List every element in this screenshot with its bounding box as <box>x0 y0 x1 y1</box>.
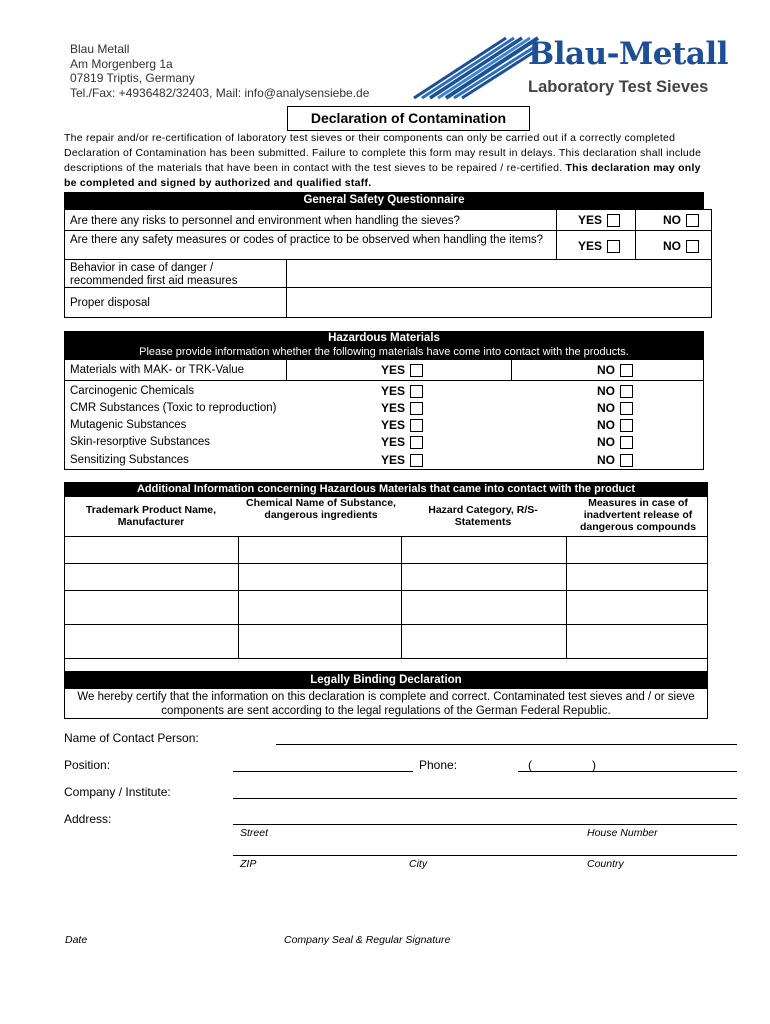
hazard-row-label: Skin-resorptive Substances <box>70 436 210 448</box>
hazard-row <box>64 383 704 400</box>
divider <box>64 624 708 625</box>
checkbox[interactable] <box>686 214 699 227</box>
hazard-yes[interactable] <box>381 434 423 451</box>
country-caption: Country <box>587 858 624 870</box>
additional-col4-header: Measures in case of inadvertent release of dangerous compounds <box>579 497 697 533</box>
yes-label: YES <box>381 363 406 377</box>
divider <box>64 563 708 564</box>
safety-q1-no[interactable] <box>663 213 699 227</box>
signature-caption: Company Seal & Regular Signature <box>284 934 451 946</box>
checkbox[interactable] <box>410 454 423 467</box>
checkbox[interactable] <box>410 402 423 415</box>
company-field[interactable] <box>233 798 737 799</box>
yes-label: YES <box>381 384 406 398</box>
checkbox[interactable] <box>410 385 423 398</box>
address-label: Address: <box>64 812 112 826</box>
no-label: NO <box>663 239 681 253</box>
phone-paren-open: ( <box>528 758 532 772</box>
hazard-row <box>64 417 704 434</box>
hazard-yes[interactable] <box>381 362 423 379</box>
position-label: Position: <box>64 758 111 772</box>
phone-field[interactable] <box>518 771 737 772</box>
hazard-subtitle: Please provide information whether the following materials have come into contact with the products. <box>139 346 629 358</box>
contact-field[interactable] <box>276 744 737 745</box>
checkbox[interactable] <box>620 364 633 377</box>
checkbox[interactable] <box>620 436 633 449</box>
street-caption: Street <box>240 827 269 839</box>
hazard-no[interactable] <box>597 434 633 451</box>
safety-q2-no[interactable] <box>663 239 699 253</box>
hazard-no[interactable] <box>597 400 633 417</box>
phone-label: Phone: <box>419 758 458 772</box>
zip-caption: ZIP <box>240 858 257 870</box>
divider <box>64 658 708 659</box>
safety-q1: Are there any risks to personnel and environment when handling the sieves? <box>64 209 557 231</box>
no-label: NO <box>597 435 615 449</box>
intro-bold-text: This declaration may only be completed and signed by authorized and qualified staff. <box>64 162 701 189</box>
divider <box>401 536 402 659</box>
hazard-no[interactable] <box>597 417 633 434</box>
checkbox[interactable] <box>410 436 423 449</box>
hazard-row <box>64 452 704 469</box>
hazard-yes[interactable] <box>381 452 423 469</box>
checkbox[interactable] <box>620 419 633 432</box>
hazard-heading <box>64 331 704 359</box>
additional-col2-header: Chemical Name of Substance, dangerous ingredients <box>246 497 396 521</box>
additional-heading: Additional Information concerning Hazardous Materials that came into contact with the product <box>64 482 708 496</box>
no-label: NO <box>597 401 615 415</box>
yes-label: YES <box>381 401 406 415</box>
no-label: NO <box>597 418 615 432</box>
address-line: 07819 Triptis, Germany <box>70 71 195 85</box>
hazard-no[interactable] <box>597 452 633 469</box>
brand-name: Blau-Metall <box>528 36 728 72</box>
intro-text: The repair and/or re-certification of laboratory test sieves or their components can only be carried out if a correctly completed Declaration of Contamination has been submitted. Failure to complete this form may result in delays. This declaration shall include descriptions of the materials that have been in contact with the test sieves to be repaired / re-certified. <box>64 132 702 174</box>
hazard-row-label: CMR Substances (Toxic to reproduction) <box>70 402 277 414</box>
additional-col3-header: Hazard Category, R/S-Statements <box>428 504 538 528</box>
hazard-title: Hazardous Materials <box>328 332 440 344</box>
hazard-row <box>64 400 704 417</box>
hazard-row-label: Mutagenic Substances <box>70 419 187 431</box>
hazard-no[interactable] <box>597 362 633 379</box>
legal-text: We hereby certify that the information on this declaration is complete and correct. Contaminated test sieves and / or sieve components are sent according to the legal regulations of the German Federal Republic. <box>64 688 708 719</box>
address-line: Blau Metall <box>70 42 130 56</box>
additional-col1-header: Trademark Product Name, Manufacturer <box>85 504 217 528</box>
checkbox[interactable] <box>410 419 423 432</box>
page-title: Declaration of Contamination <box>287 106 530 131</box>
hazard-row <box>64 434 704 451</box>
yes-label: YES <box>381 453 406 467</box>
brand-tagline: Laboratory Test Sieves <box>528 78 709 96</box>
safety-q1-yes[interactable] <box>578 213 620 227</box>
hazard-row-label: Carcinogenic Chemicals <box>70 385 194 397</box>
yes-label: YES <box>578 239 603 253</box>
hazard-row-label: Materials with MAK- or TRK-Value <box>70 364 245 376</box>
no-label: NO <box>663 213 681 227</box>
checkbox[interactable] <box>607 214 620 227</box>
hazard-yes[interactable] <box>381 400 423 417</box>
checkbox[interactable] <box>410 364 423 377</box>
safety-q4-answer[interactable] <box>286 287 712 318</box>
address-line: Tel./Fax: +4936482/32403, Mail: info@analysensiebe.de <box>70 85 370 100</box>
safety-heading: General Safety Questionnaire <box>64 192 704 209</box>
zip-city-country-field[interactable] <box>233 855 737 856</box>
no-label: NO <box>597 453 615 467</box>
hazard-no[interactable] <box>597 383 633 400</box>
yes-label: YES <box>381 435 406 449</box>
divider <box>64 380 704 381</box>
date-caption: Date <box>65 934 88 946</box>
checkbox[interactable] <box>620 402 633 415</box>
safety-q2-yes[interactable] <box>578 239 620 253</box>
hazard-yes[interactable] <box>381 383 423 400</box>
safety-q3-answer[interactable] <box>286 259 712 288</box>
street-field[interactable] <box>233 824 737 825</box>
phone-paren-close: ) <box>592 758 596 772</box>
intro-paragraph <box>64 131 714 191</box>
yes-label: YES <box>578 213 603 227</box>
sender-address <box>70 42 369 100</box>
address-line: Am Morgenberg 1a <box>70 56 173 71</box>
logo-stripes-icon <box>410 30 540 102</box>
safety-q2: Are there any safety measures or codes of practice to be observed when handling the items? <box>64 230 557 260</box>
no-label: NO <box>597 384 615 398</box>
yes-label: YES <box>381 418 406 432</box>
city-caption: City <box>409 858 428 870</box>
checkbox[interactable] <box>620 385 633 398</box>
position-field[interactable] <box>233 771 413 772</box>
checkbox[interactable] <box>607 240 620 253</box>
divider <box>238 536 239 659</box>
checkbox[interactable] <box>620 454 633 467</box>
company-label: Company / Institute: <box>64 785 171 799</box>
divider <box>64 590 708 591</box>
hazard-yes[interactable] <box>381 417 423 434</box>
safety-q4: Proper disposal <box>64 287 287 318</box>
divider <box>64 536 708 537</box>
hazard-row-label: Sensitizing Substances <box>70 454 189 466</box>
contact-label: Name of Contact Person: <box>64 731 199 745</box>
safety-q3: Behavior in case of danger / recommended first aid measures <box>64 259 287 288</box>
house-number-caption: House Number <box>587 827 658 839</box>
hazard-row <box>64 362 704 379</box>
divider <box>566 536 567 659</box>
legal-heading: Legally Binding Declaration <box>64 672 708 688</box>
checkbox[interactable] <box>686 240 699 253</box>
no-label: NO <box>597 363 615 377</box>
